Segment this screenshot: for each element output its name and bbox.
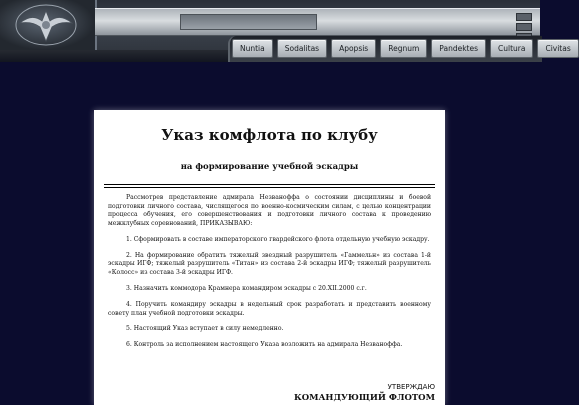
nav-item-apopsis[interactable]: Apopsis (331, 39, 376, 58)
nav-item-cultura[interactable]: Cultura (490, 39, 533, 58)
document-title: Указ комфлота по клубу (161, 126, 378, 144)
order-item: 5. Настоящий Указ вступает в силу немедленно. (126, 325, 284, 333)
commander-label: КОМАНДУЮЩИЙ ФЛОТОМ (293, 393, 435, 403)
header-chrome (0, 0, 571, 62)
emblem-frame (0, 0, 97, 50)
order-item: 2. На формирование обратить тяжелый звездный разрушитель «Гаммельн» из состава 1-й эскадры ИГФ; тяжелый разрушитель «Титан» из состава 2-й эскадры ИГФ; тяжелый разрушитель «Колосс» из состава 3-й эскадры ИГФ. (108, 251, 431, 276)
order-item: 3. Назначить коммодора Крамнера командиром эскадры с 20.XII.2000 с.г. (126, 284, 367, 292)
document-subtitle: на формирование учебной эскадры (180, 162, 359, 172)
restore-icon[interactable] (516, 23, 532, 31)
document-body (108, 194, 431, 357)
nav-item-civitas[interactable]: Civitas (537, 39, 578, 58)
title-bar (95, 8, 540, 36)
nav-item-nuntia[interactable]: Nuntia (232, 39, 273, 58)
decree-document (94, 110, 445, 405)
nav-item-pandektes[interactable]: Pandektes (431, 39, 486, 58)
order-item: 6. Контроль за исполнением настоящего Указа возложить на адмирала Незваноффа. (126, 341, 403, 349)
title-inset (180, 14, 317, 30)
approve-label: УТВЕРЖДАЮ (387, 383, 435, 391)
divider (104, 187, 435, 188)
nav-item-regnum[interactable]: Regnum (380, 39, 427, 58)
order-item: 1. Сформировать в составе императорского гвардейского флота отдельную учебную эскадру. (126, 235, 430, 243)
winged-star-emblem-icon (14, 3, 78, 47)
order-item: 4. Поручить командиру эскадры в недельный срок разработать и представить военному совету план учебной подготовки эскадры. (108, 300, 431, 317)
nav-item-sodalitas[interactable]: Sodalitas (277, 39, 327, 58)
preamble-paragraph: Рассмотрев представление адмирала Незваноффа о состоянии дисциплины и боевой подготовки личного состава, числящегося по военно-космическим силам, с целью концентрации процесса обучения, его совершенствования и подготовки личного состава к проведению межклубных соревнований, ПРИКАЗЫВАЮ: (108, 194, 431, 227)
minimize-icon[interactable] (516, 13, 532, 21)
header-lower-strip (0, 50, 228, 62)
divider (104, 184, 435, 185)
main-nav (232, 39, 579, 58)
